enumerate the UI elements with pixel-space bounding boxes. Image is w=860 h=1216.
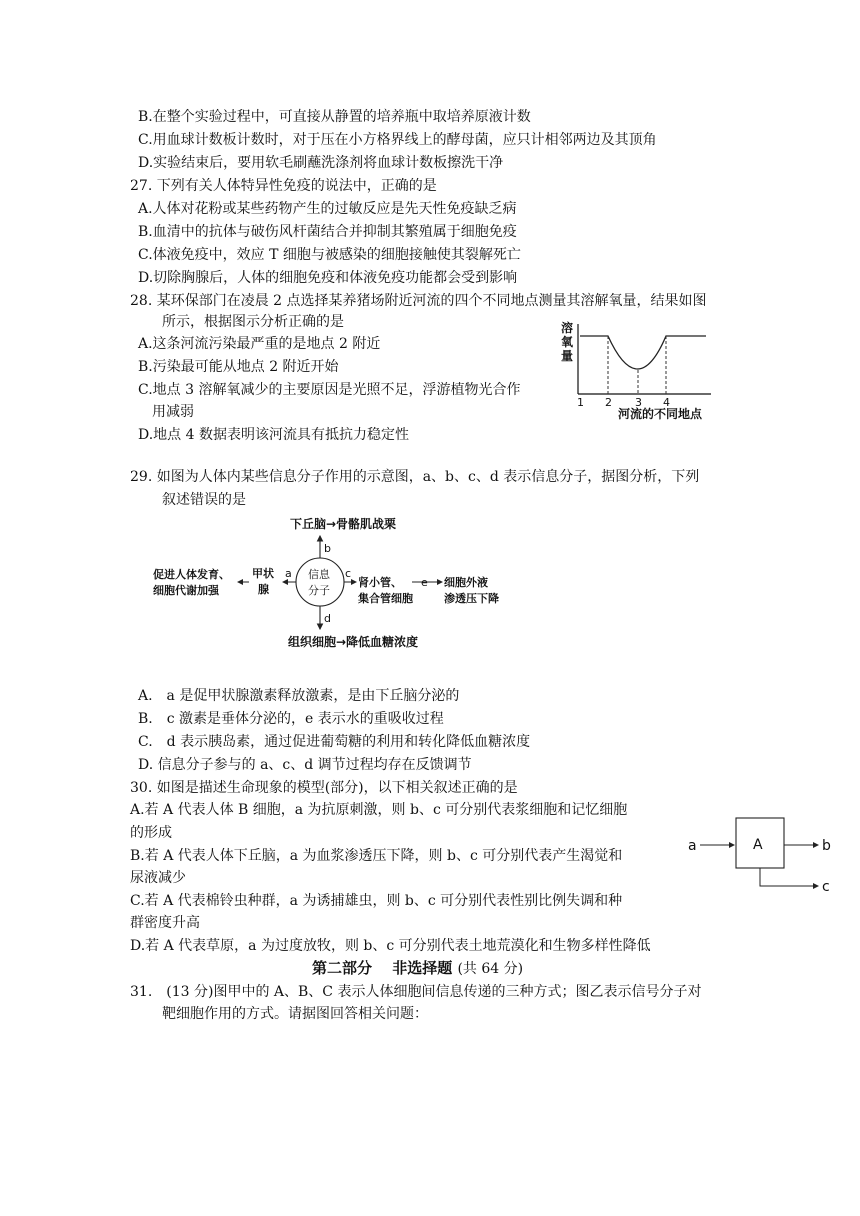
part2-title: 第二部分 非选择题 bbox=[312, 959, 453, 977]
model-output-b: b bbox=[822, 838, 831, 854]
right-target-line2: 集合管细胞 bbox=[358, 592, 413, 605]
q29-option-d: D. 信息分子参与的 a、c、d 调节过程均存在反馈调节 bbox=[138, 757, 472, 773]
q29-option-c: C. d 表示胰岛素，通过促进葡萄糖的利用和转化降低血糖浓度 bbox=[138, 734, 531, 750]
q28-option-a: A.这条河流污染最严重的是地点 2 附近 bbox=[138, 336, 381, 352]
q28-stem-line2: 所示，根据图示分析正确的是 bbox=[162, 314, 344, 330]
model-box-label: A bbox=[753, 837, 763, 853]
label-b: b bbox=[324, 542, 331, 555]
q30-option-d: D.若 A 代表草原，a 为过度放牧，则 b、c 可分别代表土地荒漠化和生物多样性降低 bbox=[130, 938, 651, 954]
q30-option-b-line1: B.若 A 代表人体下丘脑，a 为血浆渗透压下降，则 b、c 可分别代表产生渴觉和 bbox=[130, 848, 623, 864]
q29-option-a: A. a 是促甲状腺激素释放激素，是由下丘脑分泌的 bbox=[138, 688, 460, 704]
label-c: c bbox=[345, 567, 352, 580]
chart-x-tick-label: 4 bbox=[663, 396, 670, 409]
q28-option-c-line2: 用减弱 bbox=[152, 404, 194, 420]
left-target-line1: 甲状 bbox=[252, 567, 274, 580]
q26-option-d: D.实验结束后，要用软毛刷蘸洗涤剂将血球计数板擦洗干净 bbox=[138, 155, 504, 171]
chart-ylabel-char3: 量 bbox=[561, 349, 574, 363]
chart-x-tick-label: 1 bbox=[577, 396, 584, 409]
q31-line2: 靶细胞作用的方式。请据图回答相关问题： bbox=[162, 1006, 428, 1022]
q27-stem: 27. 下列有关人体特异性免疫的说法中，正确的是 bbox=[130, 178, 437, 194]
chart-x-tick-label: 2 bbox=[605, 396, 612, 409]
center-text1: 信息 bbox=[308, 568, 330, 581]
model-output-c-arrow bbox=[760, 868, 818, 886]
q30-option-c-line1: C.若 A 代表棉铃虫种群，a 为诱捕雄虫，则 b、c 可分别代表性别比例失调和种 bbox=[130, 893, 623, 909]
q26-option-c: C.用血球计数板计数时，对于压在小方格界线上的酵母菌，应只计相邻两边及其顶角 bbox=[138, 132, 657, 148]
q27-option-d: D.切除胸腺后，人体的细胞免疫和体液免疫功能都会受到影响 bbox=[138, 270, 518, 286]
model-output-c: c bbox=[822, 879, 830, 895]
q28-option-b: B.污染最可能从地点 2 附近开始 bbox=[138, 359, 339, 375]
diagram-bottom: 组织细胞→降低血糖浓度 bbox=[288, 635, 419, 649]
signal-molecule-diagram bbox=[148, 514, 528, 654]
chart-series-line bbox=[580, 336, 706, 369]
q28-option-c-line1: C.地点 3 溶解氧减少的主要原因是光照不足，浮游植物光合作 bbox=[138, 382, 521, 398]
q27-option-a: A.人体对花粉或某些药物产生的过敏反应是先天性免疫缺乏病 bbox=[138, 201, 517, 217]
part2-points: (共 64 分) bbox=[457, 961, 524, 977]
q30-option-a-line2: 的形成 bbox=[130, 825, 172, 841]
q26-option-b: B.在整个实验过程中，可直接从静置的培养瓶中取培养原液计数 bbox=[138, 109, 531, 125]
signal-molecule-circle bbox=[296, 558, 344, 606]
dissolved-oxygen-chart bbox=[556, 318, 726, 426]
q28-stem-line1: 28. 某环保部门在凌晨 2 点选择某养猪场附近河流的四个不同地点测量其溶解氧量，结果如图 bbox=[130, 293, 707, 309]
q29-stem-line2: 叙述错误的是 bbox=[162, 492, 246, 508]
q29-option-b: B. c 激素是垂体分泌的，e 表示水的重吸收过程 bbox=[138, 711, 444, 727]
right-target-line1: 肾小管、 bbox=[358, 576, 402, 589]
left-target-line2: 腺 bbox=[258, 583, 269, 596]
right-result-line2: 渗透压下降 bbox=[444, 592, 499, 605]
diagram-top: 下丘脑→骨骼肌战栗 bbox=[290, 517, 397, 531]
label-a: a bbox=[285, 567, 292, 580]
model-input-label: a bbox=[688, 838, 697, 854]
q28-option-d: D.地点 4 数据表明该河流具有抵抗力稳定性 bbox=[138, 427, 409, 443]
label-e: e bbox=[421, 576, 428, 589]
left-result-line2: 细胞代谢加强 bbox=[153, 584, 219, 597]
part2-heading bbox=[312, 959, 523, 978]
q29-stem-line1: 29. 如图为人体内某些信息分子作用的示意图，a、b、c、d 表示信息分子，据图分析，下列 bbox=[130, 469, 700, 485]
label-d: d bbox=[324, 612, 331, 625]
left-result-line1: 促进人体发育、 bbox=[153, 568, 230, 581]
q27-option-b: B.血清中的抗体与破伤风杆菌结合并抑制其繁殖属于细胞免疫 bbox=[138, 224, 517, 240]
q30-option-b-line2: 尿液减少 bbox=[130, 870, 186, 886]
chart-x-tick-label: 3 bbox=[635, 396, 642, 409]
right-result-line1: 细胞外液 bbox=[444, 576, 488, 589]
q27-option-c: C.体液免疫中，效应 T 细胞与被感染的细胞接触使其裂解死亡 bbox=[138, 247, 521, 263]
chart-xlabel: 河流的不同地点 bbox=[618, 407, 703, 421]
life-model-diagram bbox=[684, 812, 834, 896]
q30-option-c-line2: 群密度升高 bbox=[130, 915, 200, 931]
q30-option-a-line1: A.若 A 代表人体 B 细胞，a 为抗原刺激，则 b、c 可分别代表浆细胞和记忆细胞 bbox=[130, 802, 628, 818]
q31-line1: 31. (13 分)图甲中的 A、B、C 表示人体细胞间信息传递的三种方式；图乙表示信号分子对 bbox=[130, 984, 702, 1000]
chart-ylabel-char2: 氧 bbox=[561, 335, 574, 349]
chart-ylabel-char1: 溶 bbox=[561, 321, 574, 335]
q30-stem: 30. 如图是描述生命现象的模型(部分)，以下相关叙述正确的是 bbox=[130, 780, 518, 796]
center-text2: 分子 bbox=[308, 584, 330, 597]
